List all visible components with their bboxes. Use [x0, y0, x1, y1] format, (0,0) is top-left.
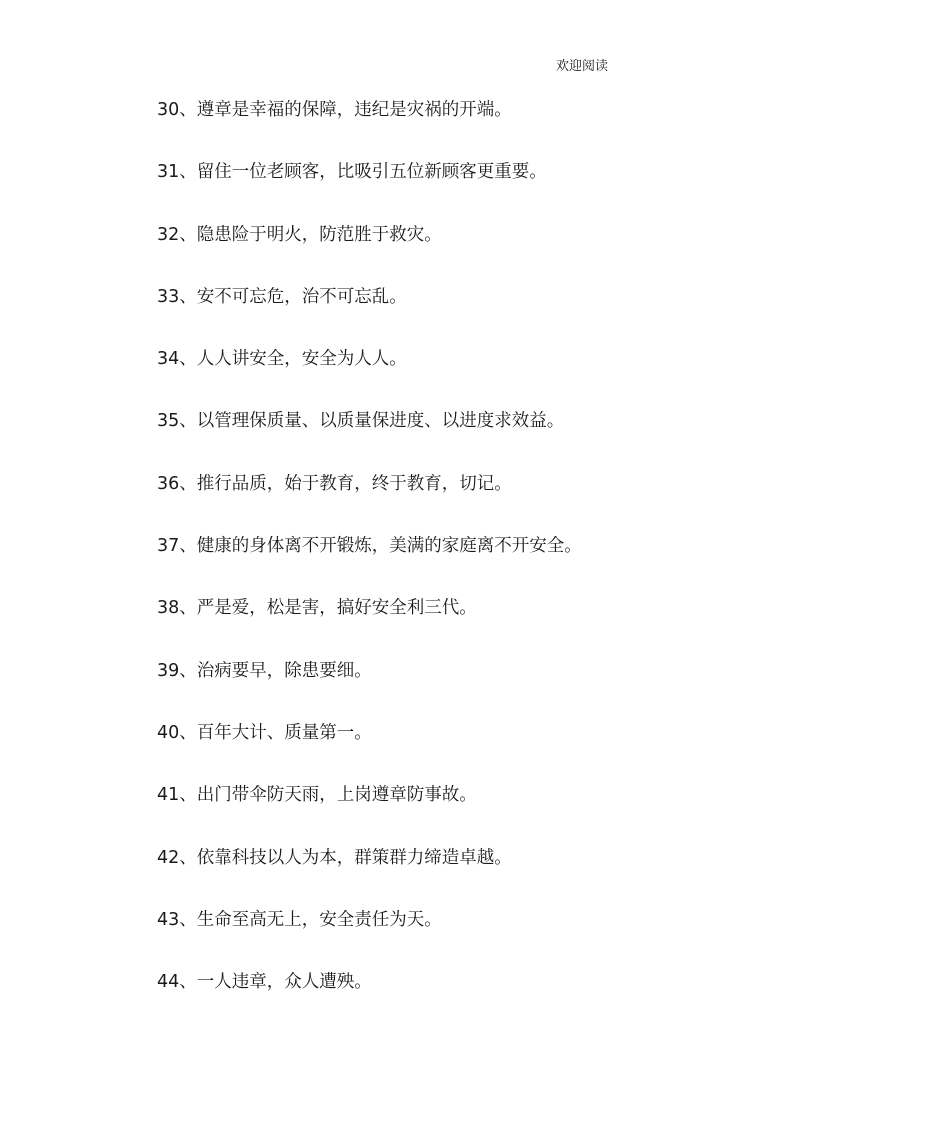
list-item: 44、一人违章，众人遭殃。 — [157, 972, 372, 993]
list-item: 34、人人讲安全，安全为人人。 — [157, 349, 407, 370]
list-item: 30、遵章是幸福的保障，违纪是灾祸的开端。 — [157, 100, 512, 120]
list-item: 36、推行品质，始于教育，终于教育，切记。 — [157, 473, 512, 494]
list-item: 43、生命至高无上，安全责任为天。 — [157, 909, 442, 930]
list-item: 35、以管理保质量、以质量保进度、以进度求效益。 — [157, 411, 565, 432]
list-item: 40、百年大计、质量第一。 — [157, 722, 372, 743]
slogan-list — [157, 98, 582, 1032]
list-item: 41、出门带伞防天雨，上岗遵章防事故。 — [157, 785, 477, 806]
list-item: 31、留住一位老顾客，比吸引五位新顾客更重要。 — [157, 162, 547, 183]
list-item: 33、安不可忘危，治不可忘乱。 — [157, 286, 407, 307]
list-item: 37、健康的身体离不开锻炼，美满的家庭离不开安全。 — [157, 536, 582, 557]
list-item: 38、严是爱，松是害，搞好安全利三代。 — [157, 598, 477, 619]
list-item: 39、治病要早，除患要细。 — [157, 660, 372, 681]
list-item: 32、隐患险于明火，防范胜于救灾。 — [157, 224, 442, 245]
page-header: 欢迎阅读 — [556, 59, 609, 74]
list-item: 42、依靠科技以人为本，群策群力缔造卓越。 — [157, 847, 512, 868]
